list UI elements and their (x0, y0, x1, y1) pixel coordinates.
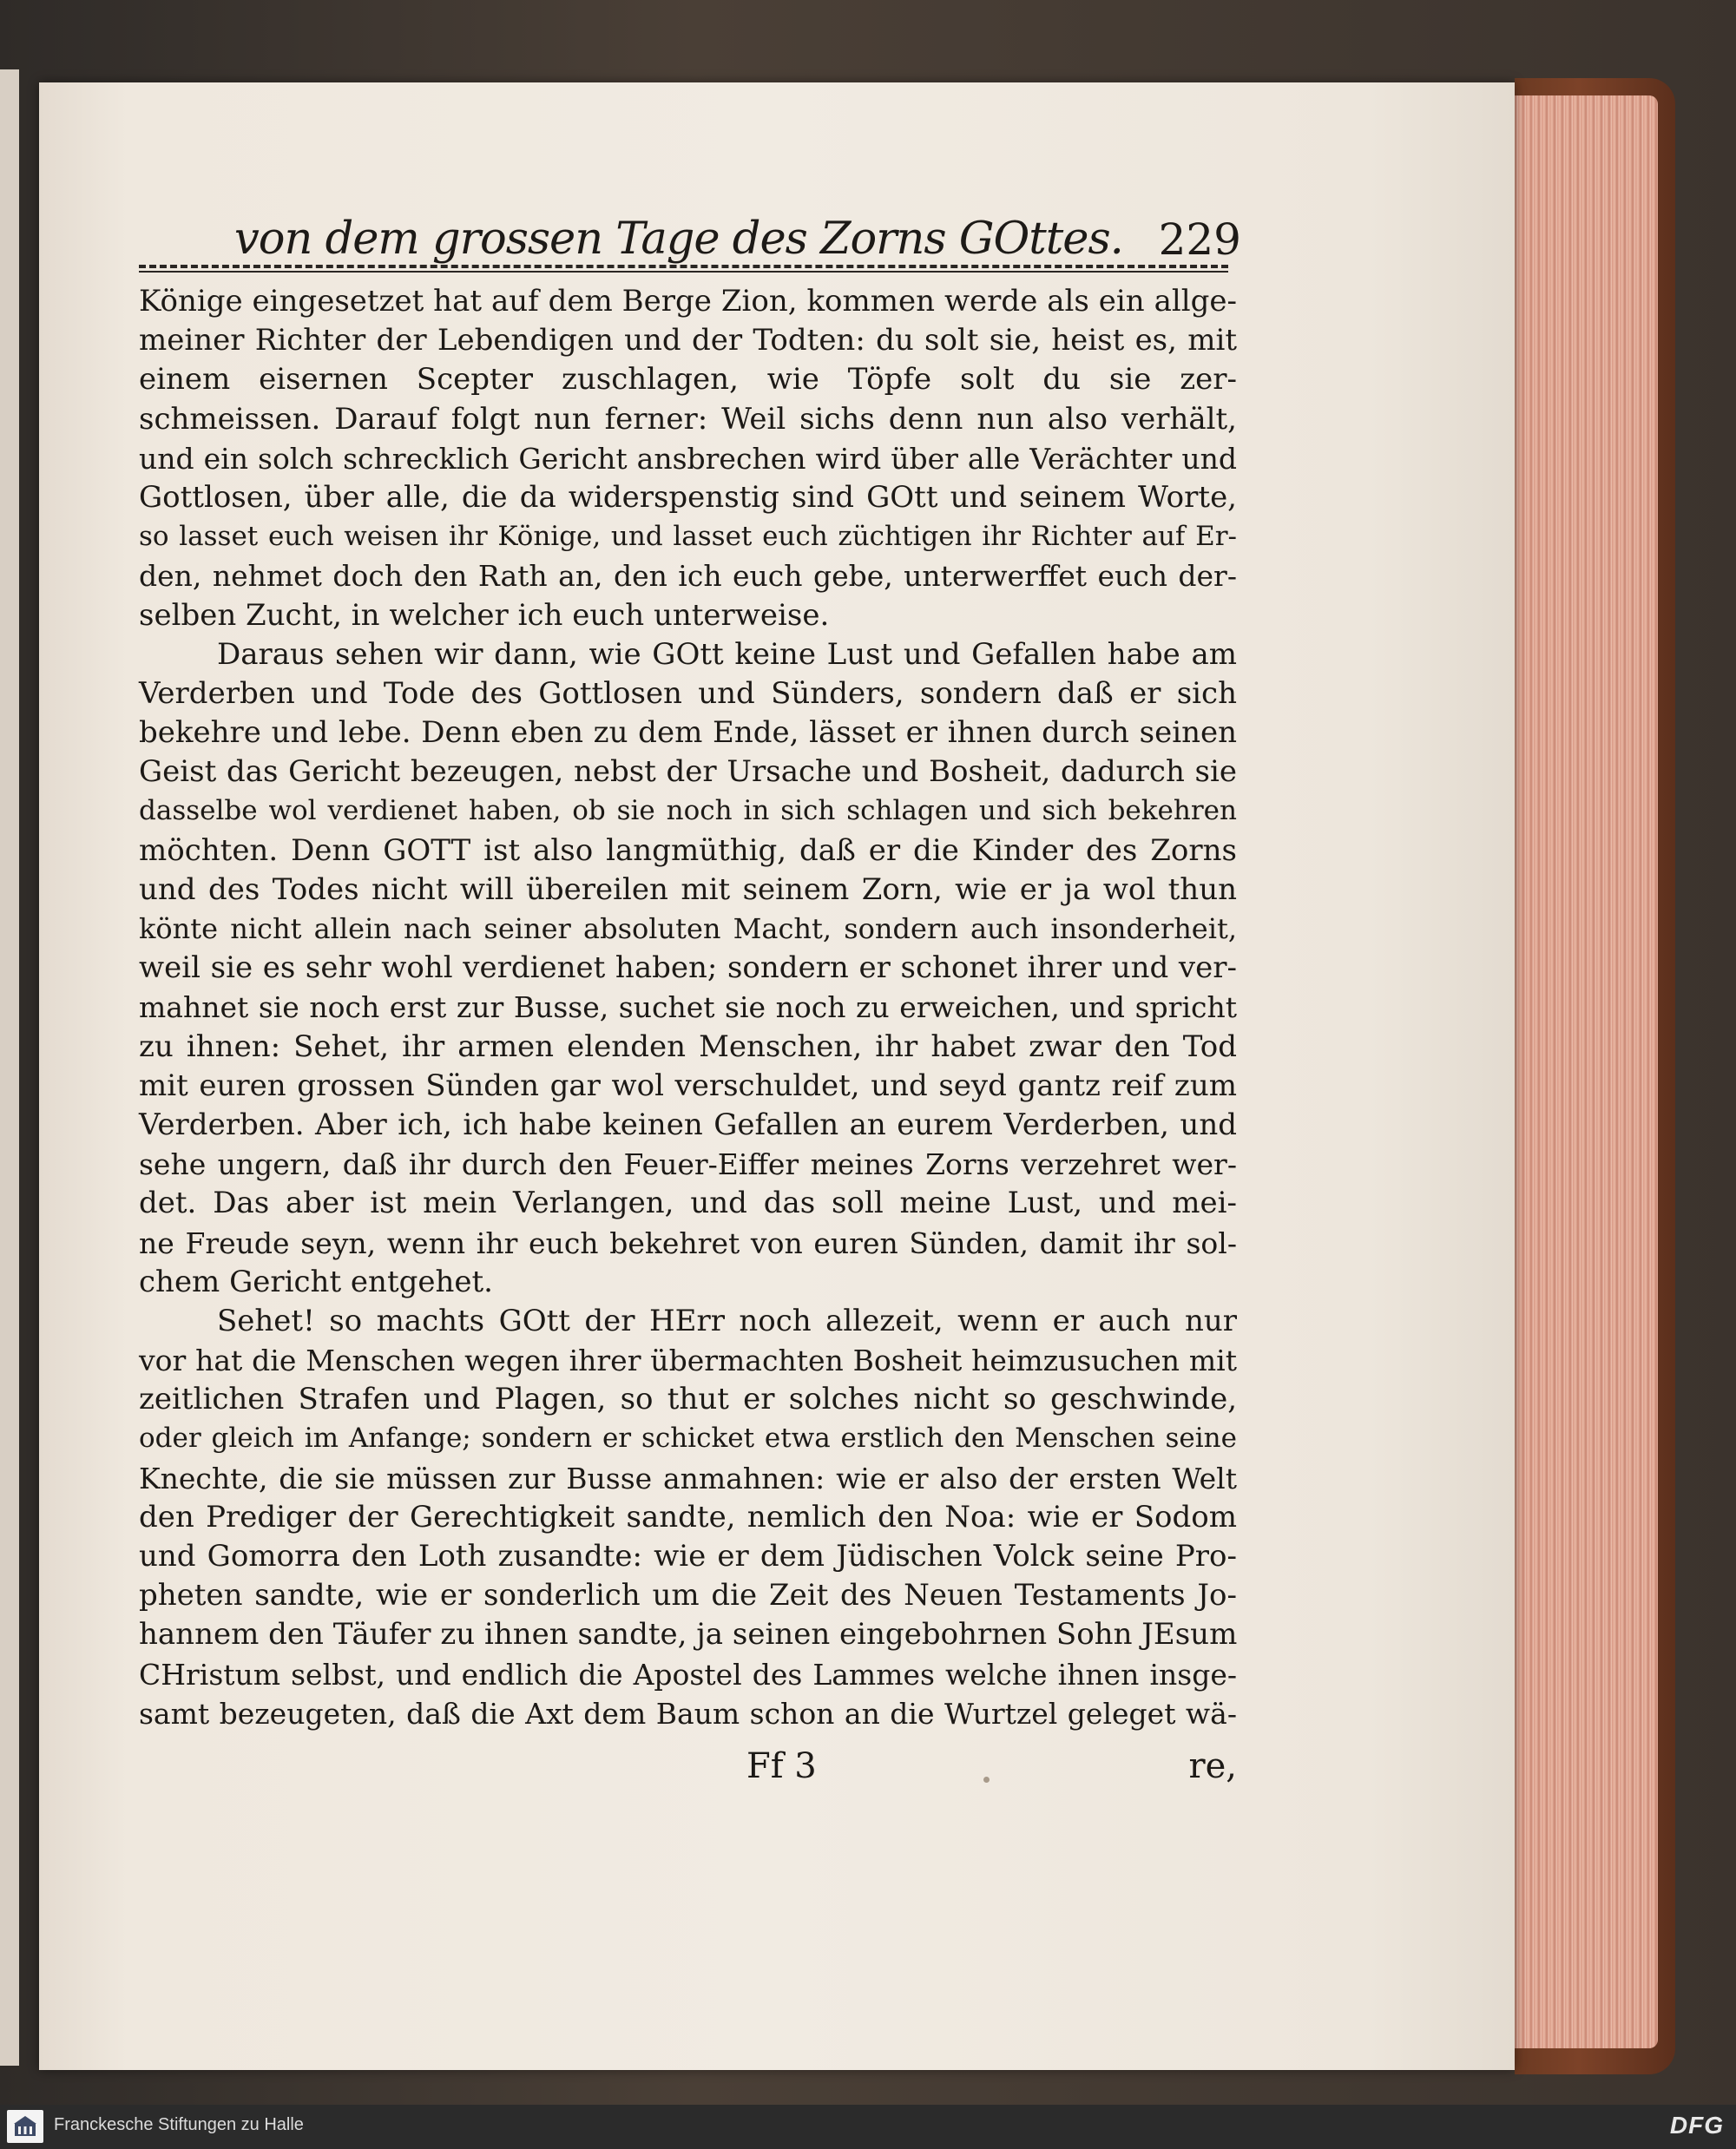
page-number: 229 (1158, 214, 1241, 265)
library-logo-icon[interactable] (7, 2110, 43, 2143)
text-line: ne Freude seyn, wenn ihr euch bekehret von euren Sünden, damit ihr sol- (139, 1226, 1237, 1260)
text-line: und ein solch schrecklich Gericht ansbrechen wird über alle Verächter und (139, 441, 1237, 476)
body-text (139, 282, 1237, 1733)
text-line: könte nicht allein nach seiner absoluten Macht, sondern auch insonderheit, (139, 912, 1237, 945)
text-line: dasselbe wol verdienet haben, ob sie noch in sich schlagen und sich bekehren (139, 795, 1237, 827)
text-line: den, nehmet doch den Rath an, den ich euch gebe, unterwerffet euch der- (139, 559, 1237, 594)
text-line: weil sie es sehr wohl verdienet haben; sondern er schonet ihrer und ver- (139, 950, 1237, 986)
text-line: und des Todes nicht will übereilen mit seinem Zorn, wie er ja wol thun (139, 871, 1237, 907)
text-line: zu ihnen: Sehet, ihr armen elenden Menschen, ihr habet zwar den Tod (139, 1028, 1237, 1064)
text-line: sehe ungern, daß ihr durch den Feuer-Eiffer meines Zorns verzehret wer- (139, 1147, 1237, 1182)
text-line: Geist das Gericht bezeugen, nebst der Ursache und Bosheit, dadurch sie (139, 754, 1237, 790)
text-line: Verderben und Tode des Gottlosen und Sünders, sondern daß er sich (139, 675, 1237, 711)
catchword: re, (1188, 1746, 1237, 1786)
text-line: vor hat die Menschen wegen ihrer übermachten Bosheit heimzusuchen mit (139, 1344, 1237, 1378)
text-line: Sehet! so machts GOtt der HErr noch allezeit, wenn er auch nur (217, 1303, 1237, 1338)
signature-mark: Ff 3 (746, 1746, 817, 1786)
text-line: den Prediger der Gerechtigkeit sandte, nemlich den Noa: wie er Sodom (139, 1499, 1237, 1535)
running-title: von dem grossen Tage des Zorns GOttes. (234, 214, 1123, 265)
text-line: chem Gericht entgehet. (139, 1264, 493, 1299)
text-line: det. Das aber ist mein Verlangen, und das soll meine Lust, und mei- (139, 1186, 1237, 1221)
text-line: und Gomorra den Loth zusandte: wie er dem Jüdischen Volck seine Pro- (139, 1539, 1237, 1574)
text-line: Verderben. Aber ich, ich habe keinen Gefallen an eurem Verderben, und (139, 1107, 1237, 1142)
text-line: so lasset euch weisen ihr Könige, und lasset euch züchtigen ihr Richter auf Er- (139, 521, 1237, 553)
text-line: Knechte, die sie müssen zur Busse anmahnen: wie er also der ersten Welt (139, 1461, 1237, 1495)
text-line: mit euren grossen Sünden gar wol verschuldet, und seyd gantz reif zum (139, 1068, 1237, 1103)
header-rule (139, 265, 1228, 268)
page-block-edge (1510, 95, 1658, 2048)
header-rule-solid (139, 271, 1228, 273)
text-line: CHristum selbst, und endlich die Apostel des Lammes welche ihnen insge- (139, 1657, 1237, 1692)
text-line: samt bezeugeten, daß die Axt dem Baum schon an die Wurtzel geleget wä- (139, 1696, 1237, 1731)
text-line: oder gleich im Anfange; sondern er schicket etwa erstlich den Menschen seine (139, 1423, 1237, 1455)
previous-page-edge (0, 69, 19, 2066)
text-line: hannem den Täufer zu ihnen sandte, ja seinen eingebohrnen Sohn JEsum (139, 1617, 1238, 1653)
dfg-logo[interactable]: DFG (1669, 2112, 1724, 2139)
text-line: möchten. Denn GOTT ist also langmüthig, daß er die Kinder des Zorns (139, 832, 1237, 868)
text-line: meiner Richter der Lebendigen und der Todten: du solt sie, heist es, mit (139, 323, 1237, 358)
viewer-footer-bar (0, 2105, 1736, 2149)
text-line: bekehre und lebe. Denn eben zu dem Ende, lässet er ihnen durch seinen (139, 715, 1237, 751)
text-line: selben Zucht, in welcher ich euch unterweise. (139, 597, 830, 633)
text-line: Daraus sehen wir dann, wie GOtt keine Lust und Gefallen habe am (217, 636, 1237, 672)
paper-speck (983, 1777, 990, 1783)
text-line: zeitlichen Strafen und Plagen, so thut er solches nicht so geschwinde, (139, 1382, 1237, 1417)
text-line: mahnet sie noch erst zur Busse, suchet sie noch zu erweichen, und spricht (139, 990, 1237, 1025)
library-name[interactable]: Franckesche Stiftungen zu Halle (54, 2115, 304, 2134)
text-line: Könige eingesetzet hat auf dem Berge Zion, kommen werde als ein allge- (139, 284, 1237, 319)
text-line: Gottlosen, über alle, die da widerspenstig sind GOtt und seinem Worte, (139, 479, 1237, 515)
page-footer (746, 1746, 1237, 1798)
text-line: schmeissen. Darauf folgt nun ferner: Weil sichs denn nun also verhält, (139, 401, 1237, 437)
text-line: pheten sandte, wie er sonderlich um die Zeit des Neuen Testaments Jo- (139, 1578, 1237, 1613)
text-line: einem eisernen Scepter zuschlagen, wie Töpfe solt du sie zer- (139, 362, 1237, 398)
running-header (234, 187, 1241, 265)
